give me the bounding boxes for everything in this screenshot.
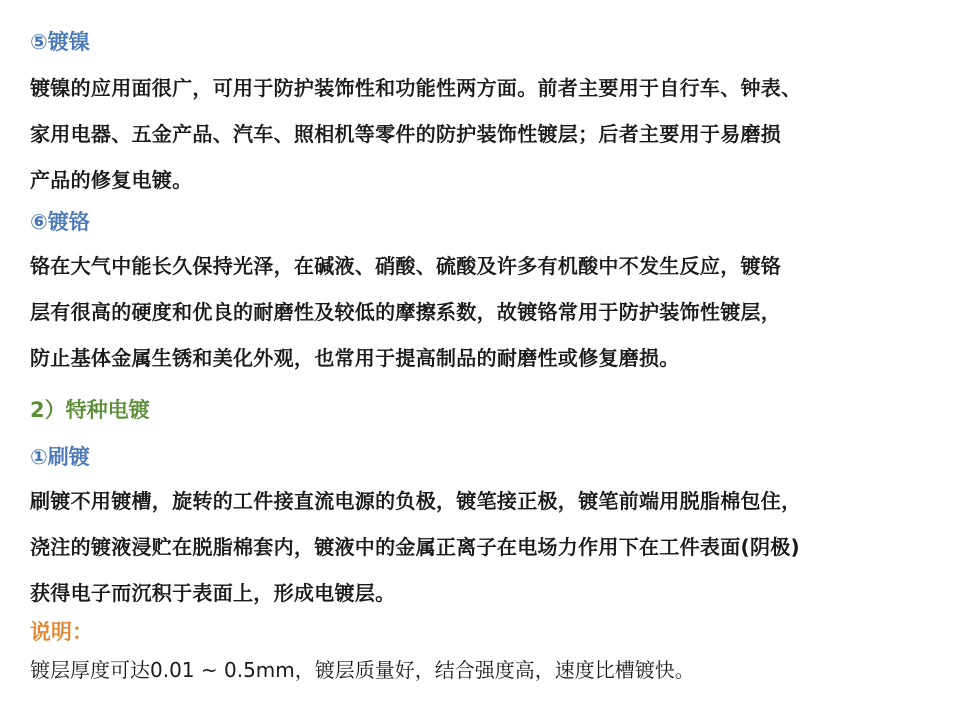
paragraph-line: 层有很高的硬度和优良的耐磨性及较低的摩擦系数，故镀铬常用于防护装饰性镀层，: [30, 300, 782, 324]
paragraph-line: 铬在大气中能长久保持光泽，在碱液、硝酸、硫酸及许多有机酸中不发生反应，镀铬: [30, 254, 782, 278]
paragraph-line: 获得电子而沉积于表面上，形成电镀层。: [30, 581, 396, 605]
paragraph-line: 镀镍的应用面很广，可用于防护装饰性和功能性两方面。前者主要用于自行车、钟表、: [30, 76, 802, 100]
heading-brush-plating: ①刷镀: [30, 445, 90, 469]
paragraph-brush-plating: [30, 478, 940, 616]
paragraph-line: 家用电器、五金产品、汽车、照相机等零件的防护装饰性镀层；后者主要用于易磨损: [30, 122, 782, 146]
paragraph-line: 产品的修复电镀。: [30, 168, 193, 192]
heading-nickel-plating: ⑤镀镍: [30, 30, 90, 54]
paragraph-line: 刷镀不用镀槽，旋转的工件接直流电源的负极，镀笔接正极，镀笔前端用脱脂棉包住，: [30, 489, 802, 513]
paragraph-chrome-plating: [30, 243, 940, 381]
note-heading: 说明：: [30, 620, 93, 644]
paragraph-line: 浇注的镀液浸贮在脱脂棉套内，镀液中的金属正离子在电场力作用下在工件表面(阴极): [30, 535, 800, 559]
heading-chrome-plating: ⑥镀铬: [30, 210, 90, 234]
heading-special-electroplating: 2）特种电镀: [30, 398, 150, 422]
paragraph-line: 防止基体金属生锈和美化外观，也常用于提高制品的耐磨性或修复磨损。: [30, 346, 680, 370]
paragraph-nickel-plating: [30, 65, 940, 203]
note-text: 镀层厚度可达0.01 ~ 0.5mm，镀层质量好，结合强度高，速度比槽镀快。: [30, 658, 695, 682]
